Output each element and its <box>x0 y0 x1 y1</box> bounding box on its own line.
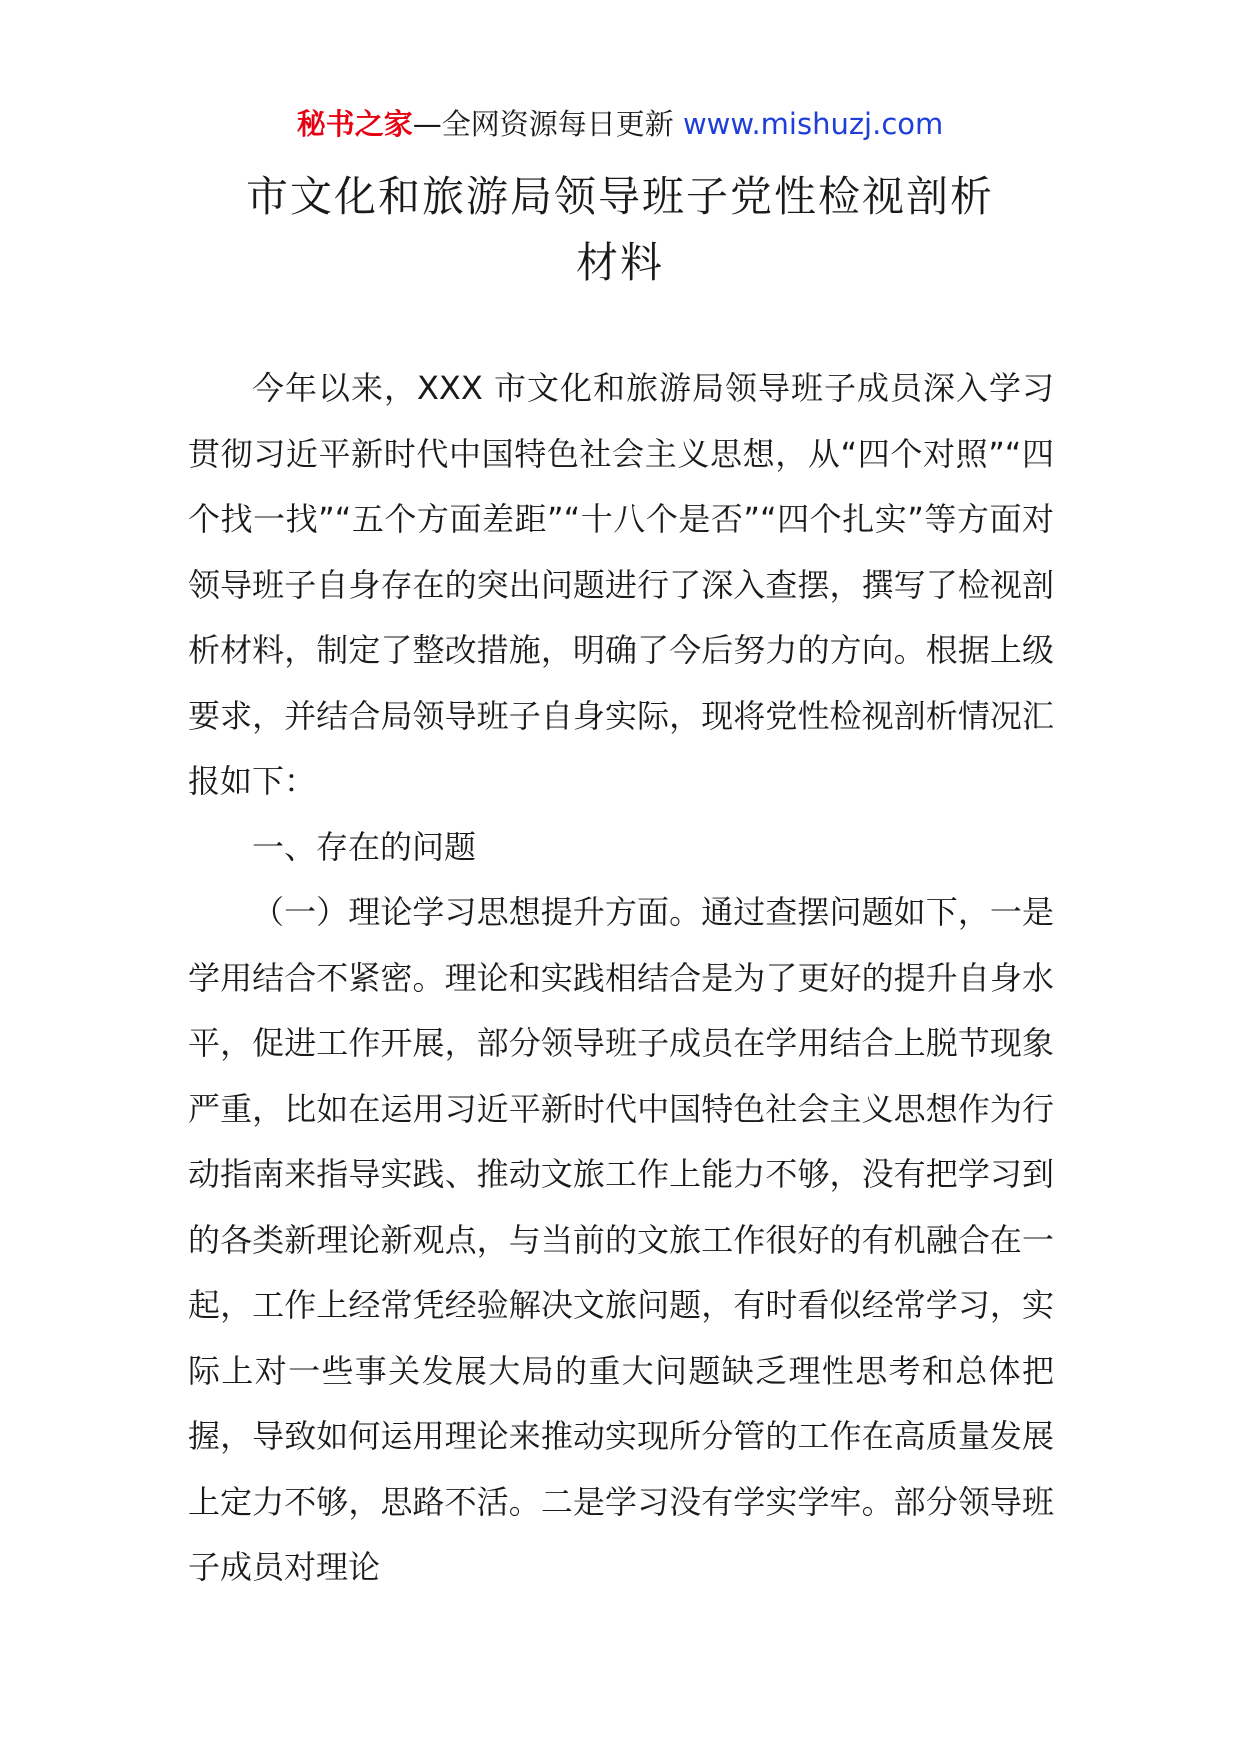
document-title-line-2: 材料 <box>575 238 664 287</box>
site-url-link[interactable]: www.mishuzj.com <box>682 107 944 141</box>
document-title-line-1: 市文化和旅游局领导班子党性检视剖析 <box>245 172 994 221</box>
section-heading-problems: 一、存在的问题 <box>252 827 477 866</box>
problem-item-theory-study: （一）理论学习思想提升方面。通过查摆问题如下，一是学用结合不紧密。理论和实践相结合是为了更好的提升自身水平，促进工作开展，部分领导班子成员在学用结合上脱节现象严重，比如在运用习近平新时代中国特色社会主义思想作为行动指南来指导实践、推动文旅工作上能力不够，没有把学习到的各类新理论新观点，与当前的文旅工作很好的有机融合在一起，工作上经常凭经验解决文旅问题，有时看似经常学习，实际上对一些事关发展大局的重大问题缺乏理性思考和总体把握，导致如何运用理论来推动实现所分管的工作在高质量发展上定力不够，思路不活。二是学习没有学实学牢。部分领导班子成员对理论 <box>188 893 1054 1586</box>
site-slogan: —全网资源每日更新 <box>412 107 683 141</box>
document-body <box>188 356 1054 1601</box>
document-title <box>0 164 1240 296</box>
intro-paragraph: 今年以来，XXX 市文化和旅游局领导班子成员深入学习贯彻习近平新时代中国特色社会主义思想，从“四个对照”“四个找一找”“五个方面差距”“十八个是否”“四个扎实”等方面对领导班子自身存在的突出问题进行了深入查摆，撰写了检视剖析材料，制定了整改措施，明确了今后努力的方向。根据上级要求，并结合局领导班子自身实际，现将党性检视剖析情况汇报如下： <box>188 369 1054 800</box>
site-header-watermark <box>0 104 1240 144</box>
site-brand: 秘书之家 <box>296 107 413 141</box>
